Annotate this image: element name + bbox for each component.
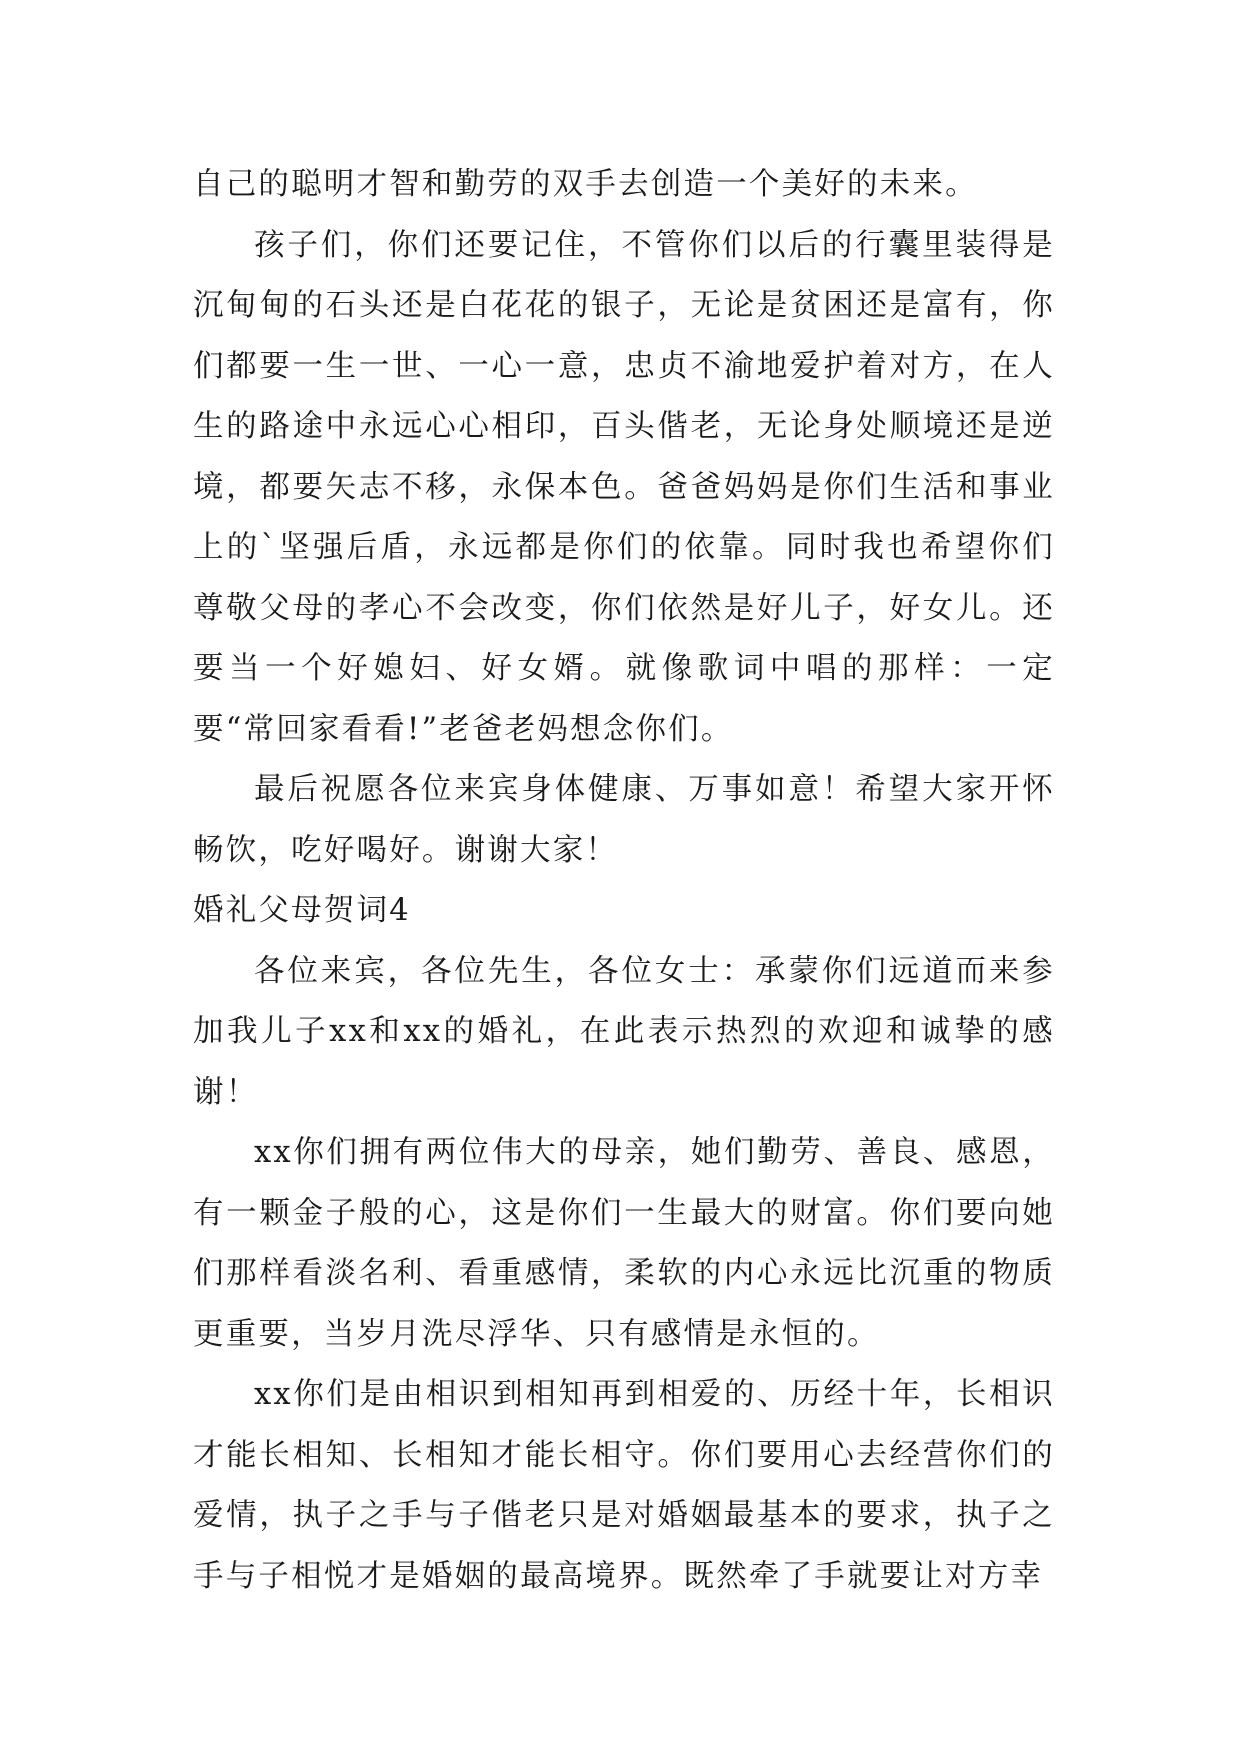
paragraph-advice: 孩子们，你们还要记住，不管你们以后的行囊里装得是沉甸甸的石头还是白花花的银子，无论是贫困还是富有，你们都要一生一世、一心一意，忠贞不渝地爱护着对方，在人生的路途中永远心心相印，百头偕老，无论身处顺境还是逆境，都要矢志不移，永保本色。爸爸妈妈是你们生活和事业上的`坚强后盾，永远都是你们的依靠。同时我也希望你们尊敬父母的孝心不会改变，你们依然是好儿子，好女儿。还要当一个好媳妇、好女婿。就像歌词中唱的那样：一定要“常回家看看!”老爸老妈想念你们。: [193, 227, 1055, 747]
paragraph-closing-wishes: 最后祝愿各位来宾身体健康、万事如意！希望大家开怀畅饮，吃好喝好。谢谢大家！: [193, 772, 1055, 868]
paragraph-welcome: 各位来宾，各位先生，各位女士：承蒙你们远道而来参加我儿子xx和xx的婚礼，在此表示热烈的欢迎和诚挚的感谢！: [193, 953, 1055, 1110]
document-page: [193, 155, 1055, 1607]
section-heading: 婚礼父母贺词4: [193, 893, 411, 928]
paragraph-continuation: 自己的聪明才智和勤劳的双手去创造一个美好的未来。: [193, 167, 978, 202]
paragraph-love: xx你们是由相识到相知再到相爱的、历经十年，长相识才能长相知、长相知才能长相守。你们要用心去经营你们的爱情，执子之手与子偕老只是对婚姻最基本的要求，执子之手与子相悦才是婚姻的最高境界。既然牵了手就要让对方幸: [193, 1377, 1055, 1594]
paragraph-mothers: xx你们拥有两位伟大的母亲，她们勤劳、善良、感恩，有一颗金子般的心，这是你们一生最大的财富。你们要向她们那样看淡名利、看重感情，柔软的内心永远比沉重的物质更重要，当岁月洗尽浮华、只有感情是永恒的。: [193, 1135, 1055, 1352]
